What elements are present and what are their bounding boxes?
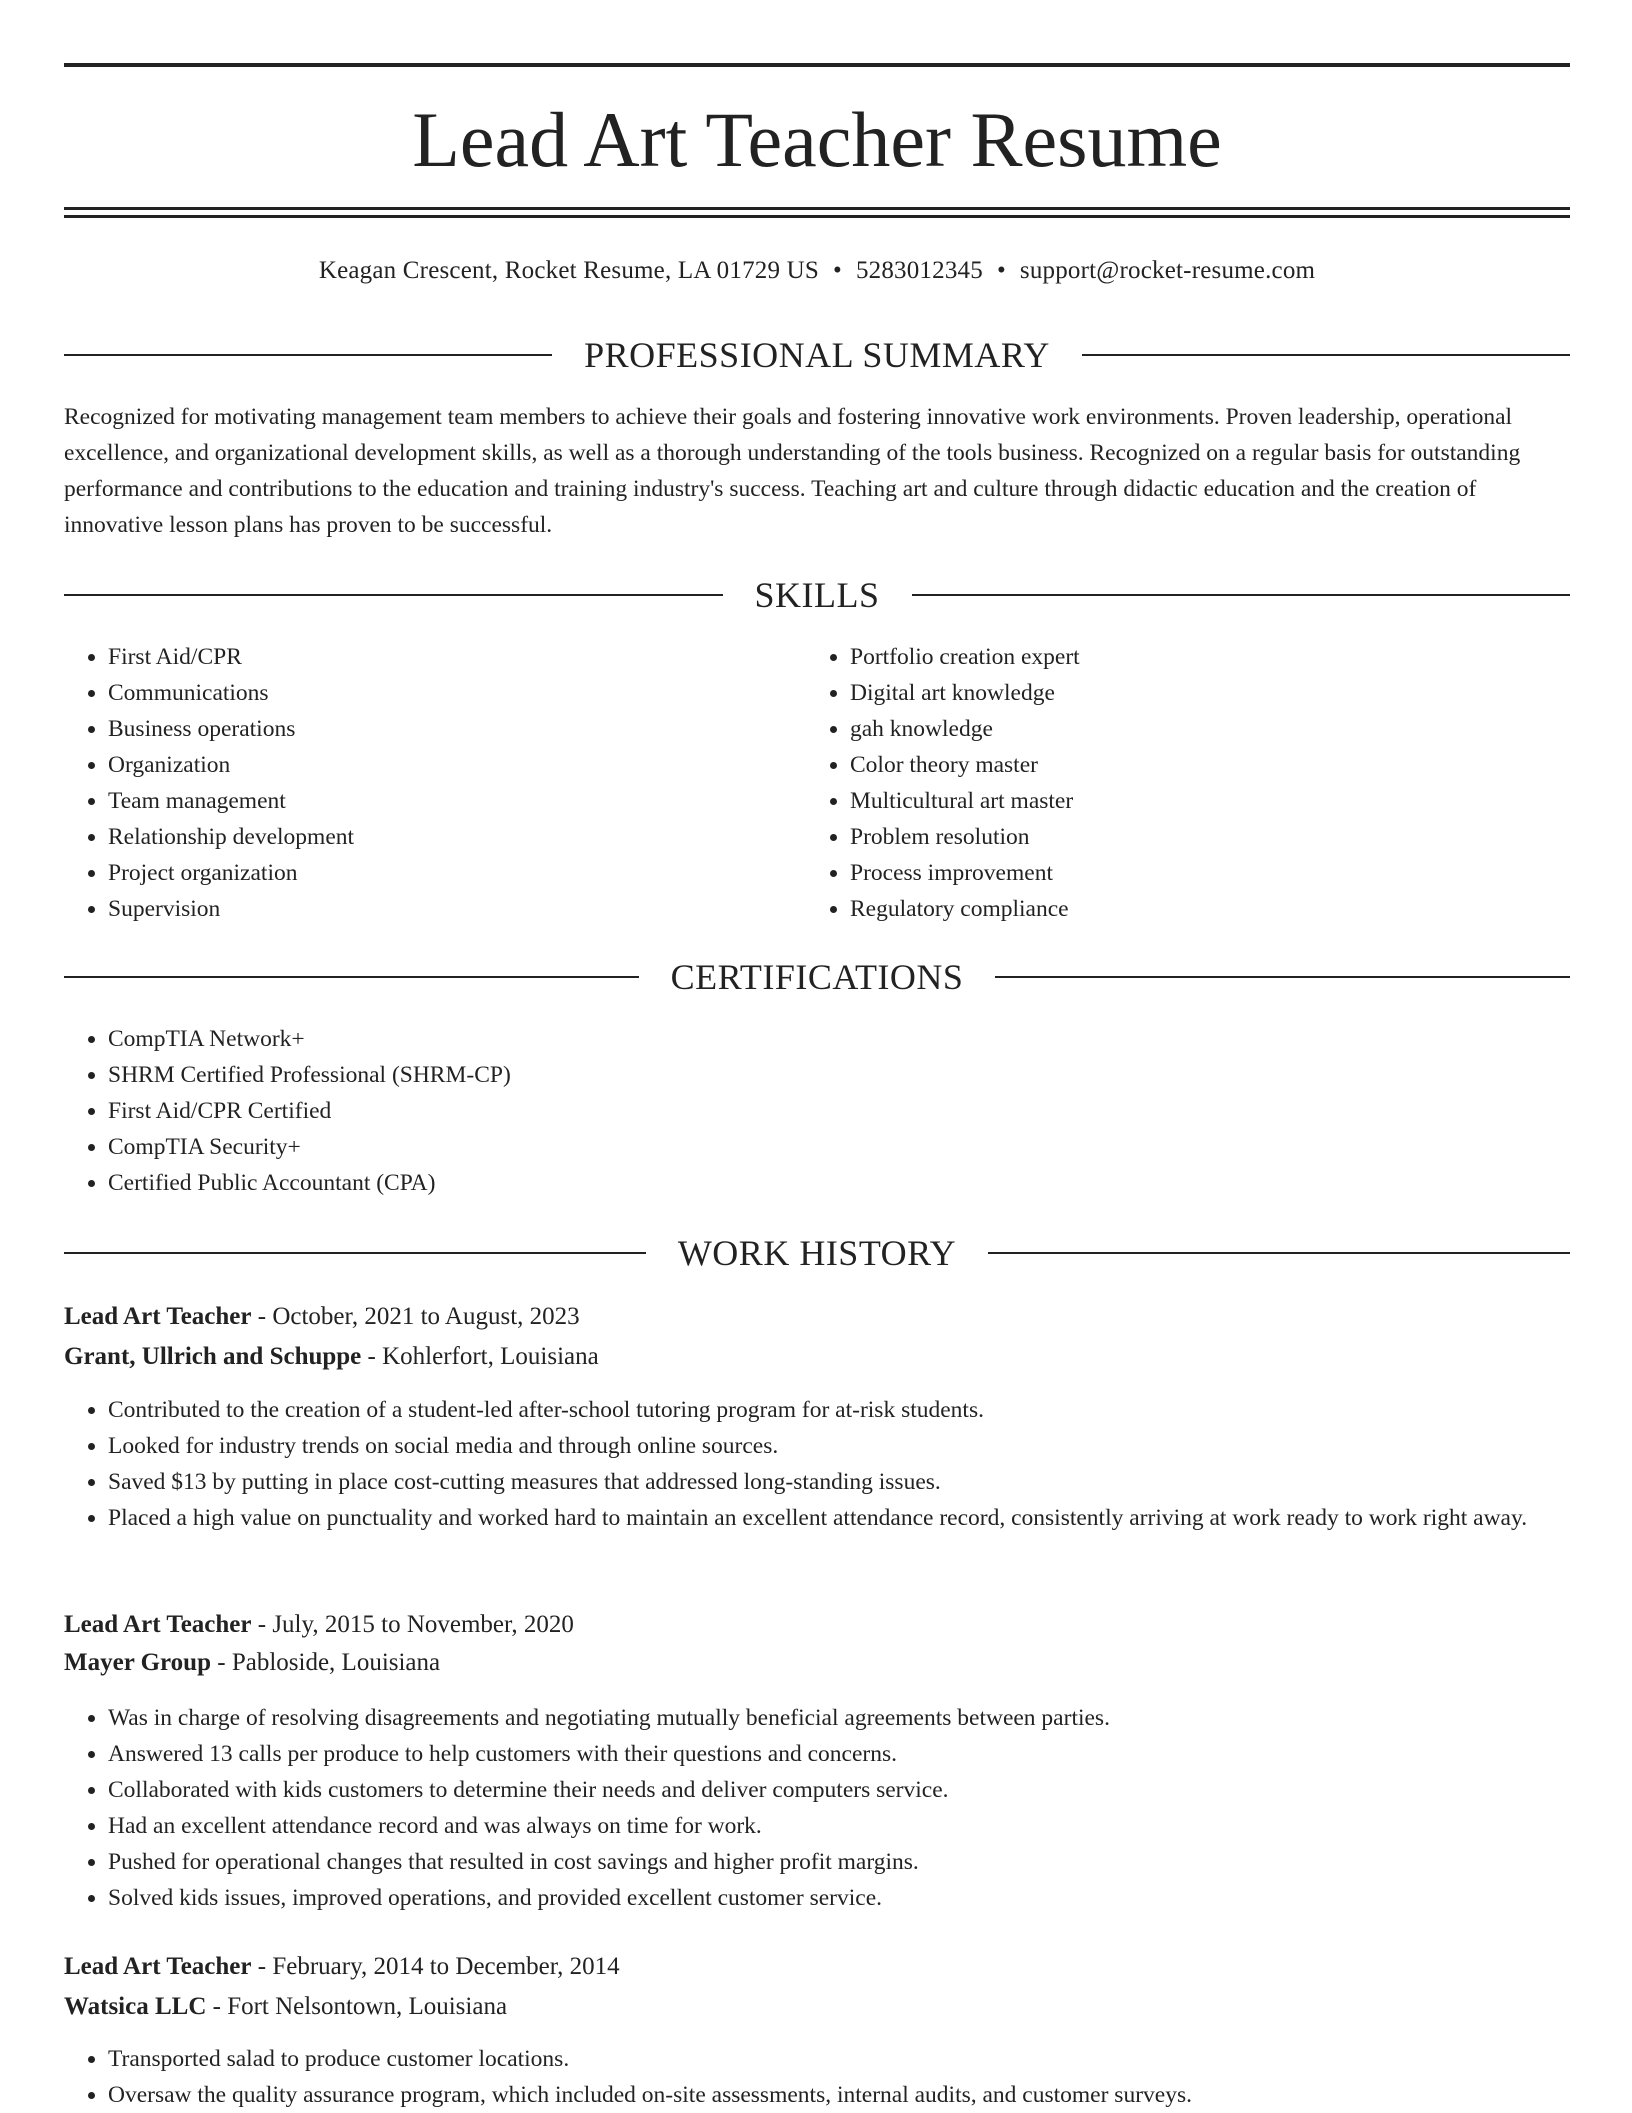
certification-item: • CompTIA Security+ (108, 1129, 1570, 1165)
job-company-line: Mayer Group - Pabloside, Louisiana (64, 1649, 441, 1676)
job-location: Kohlerfort, Louisiana (382, 1343, 599, 1370)
job-bullet: • Was in charge of resolving disagreements and negotiating mutually beneficial agreements between parties. (108, 1700, 1570, 1736)
contact-phone: 5283012345 (855, 257, 983, 284)
contact-separator: • (996, 257, 1006, 284)
section-heading-summary (64, 333, 1570, 377)
skill-item: • Regulatory compliance (850, 891, 1506, 927)
skill-item: • Process improvement (850, 855, 1506, 891)
contact-line (64, 253, 1570, 289)
certification-item: • SHRM Certified Professional (SHRM-CP) (108, 1057, 1570, 1093)
section-heading-work (64, 1231, 1570, 1275)
contact-email: support@rocket-resume.com (1019, 257, 1316, 284)
job-bullet: • Pushed for operational changes that resulted in cost savings and higher profit margins. (108, 1844, 1570, 1880)
heading-rule (912, 594, 1571, 596)
job-dates: July, 2015 to November, 2020 (272, 1611, 574, 1638)
contact-address: Keagan Crescent, Rocket Resume, LA 01729 US (318, 257, 819, 284)
job-bullet: • Saved $13 by putting in place cost-cutting measures that addressed long-standing issues. (108, 1464, 1570, 1500)
job-bullets (64, 1392, 1570, 1536)
job-dates: February, 2014 to December, 2014 (272, 1953, 620, 1980)
job-dates: October, 2021 to August, 2023 (272, 1303, 580, 1330)
job-company-line: Grant, Ullrich and Schuppe - Kohlerfort, Louisiana (64, 1343, 599, 1370)
skill-item: • Project organization (108, 855, 764, 891)
skill-item: • Relationship development (108, 819, 764, 855)
skill-item: • Multicultural art master (850, 783, 1506, 819)
job-title: Lead Art Teacher (64, 1611, 252, 1638)
skill-item: • First Aid/CPR (108, 639, 764, 675)
heading-rule (988, 1252, 1570, 1254)
section-title: CERTIFICATIONS (670, 957, 964, 997)
certification-item: • First Aid/CPR Certified (108, 1093, 1570, 1129)
certification-item: • Certified Public Accountant (CPA) (108, 1165, 1570, 1201)
title-rule-upper (64, 207, 1570, 210)
section-title: PROFESSIONAL SUMMARY (584, 335, 1050, 375)
contact-separator: • (832, 257, 842, 284)
resume-title: Lead Art Teacher Resume (412, 96, 1222, 183)
skills-list-right (806, 639, 1506, 927)
heading-rule (64, 594, 723, 596)
job-location: Pabloside, Louisiana (231, 1649, 441, 1676)
certification-item: • CompTIA Network+ (108, 1021, 1570, 1057)
skills-list-left (64, 639, 764, 927)
title-rule-lower (64, 215, 1570, 218)
heading-rule (64, 1252, 646, 1254)
summary-paragraph: Recognized for motivating management team members to achieve their goals and fostering innovative work environments. Proven leadership, operational excellence, and organizational development skills, as well as a thorough understanding of the tools business. Recognized on a regular basis for outstanding performance and contributions to the education and training industry's success. Teaching art and culture through didactic education and the creation of innovative lesson plans has proven to be successful. (64, 404, 1521, 538)
skill-item: • gah knowledge (850, 711, 1506, 747)
skill-item: • Organization (108, 747, 764, 783)
skill-item: • Business operations (108, 711, 764, 747)
skill-item: • Digital art knowledge (850, 675, 1506, 711)
job-bullet: • Had an excellent attendance record and was always on time for work. (108, 1808, 1570, 1844)
job-bullet: • Looked for industry trends on social media and through online sources. (108, 1428, 1570, 1464)
job-title-line: Lead Art Teacher - October, 2021 to August, 2023 (64, 1303, 580, 1330)
job-title: Lead Art Teacher (64, 1303, 252, 1330)
heading-rule (64, 354, 552, 356)
job-bullets (64, 2041, 1570, 2113)
skill-item: • Color theory master (850, 747, 1506, 783)
skill-item: • Team management (108, 783, 764, 819)
job-location: Fort Nelsontown, Louisiana (227, 1993, 508, 2020)
heading-rule (1082, 354, 1570, 356)
job-bullet: • Placed a high value on punctuality and worked hard to maintain an excellent attendance record, consistently arriving at work ready to work right away. (108, 1500, 1570, 1536)
job-bullet: • Answered 13 calls per produce to help customers with their questions and concerns. (108, 1736, 1570, 1772)
heading-rule (64, 976, 639, 978)
job-title-line: Lead Art Teacher - July, 2015 to November, 2020 (64, 1611, 574, 1638)
job-company: Watsica LLC (64, 1993, 207, 2020)
skill-item: • Problem resolution (850, 819, 1506, 855)
job-bullet: • Solved kids issues, improved operations, and provided excellent customer service. (108, 1880, 1570, 1916)
job-bullets (64, 1700, 1570, 1916)
heading-rule (995, 976, 1570, 978)
job-company: Mayer Group (64, 1649, 211, 1676)
job-bullet: • Oversaw the quality assurance program, which included on-site assessments, internal audits, and customer surveys. (108, 2077, 1570, 2113)
job-company: Grant, Ullrich and Schuppe (64, 1343, 362, 1370)
top-rule (64, 63, 1570, 67)
section-title: SKILLS (754, 575, 880, 615)
section-title: WORK HISTORY (677, 1233, 957, 1273)
certifications-list (64, 1021, 1570, 1201)
job-title-line: Lead Art Teacher - February, 2014 to December, 2014 (64, 1953, 620, 1980)
job-bullet: • Collaborated with kids customers to determine their needs and deliver computers service. (108, 1772, 1570, 1808)
job-title: Lead Art Teacher (64, 1953, 252, 1980)
job-bullet: • Contributed to the creation of a student-led after-school tutoring program for at-risk students. (108, 1392, 1570, 1428)
section-heading-skills (64, 573, 1570, 617)
skill-item: • Communications (108, 675, 764, 711)
job-company-line: Watsica LLC - Fort Nelsontown, Louisiana (64, 1993, 508, 2020)
skill-item: • Portfolio creation expert (850, 639, 1506, 675)
job-bullet: • Transported salad to produce customer locations. (108, 2041, 1570, 2077)
skill-item: • Supervision (108, 891, 764, 927)
section-heading-certifications (64, 955, 1570, 999)
